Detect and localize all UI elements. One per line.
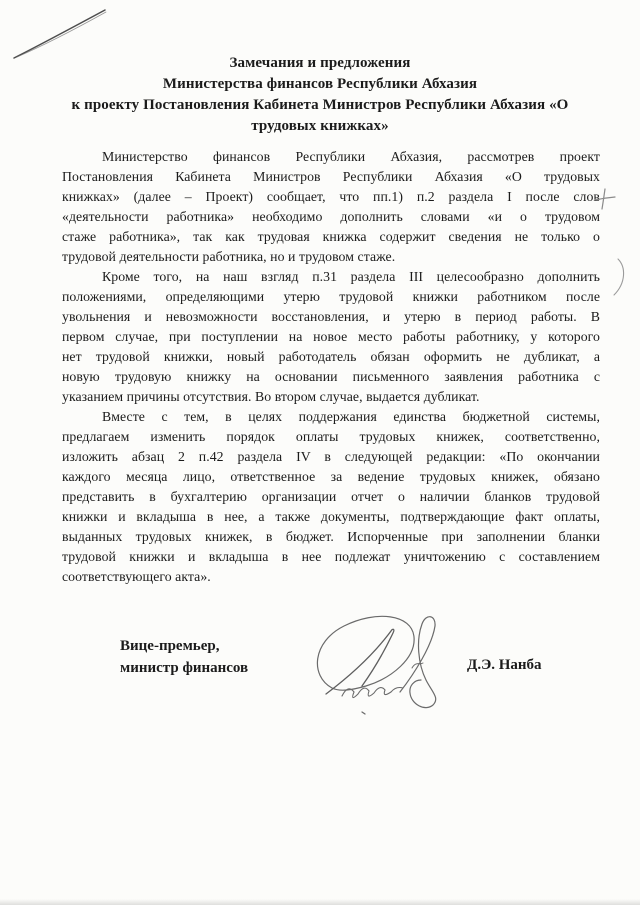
paragraph-line: изложить абзац 2 п.42 раздела IV в следующей редакции: «По окончании [62, 449, 600, 464]
title-line: Министерства финансов Республики Абхазия [162, 76, 478, 92]
paragraph-line: трудовой книжки и вкладыша в нее подлежат уничтожению с составлением [62, 549, 600, 564]
paragraph-line: Министерство финансов Республики Абхазия, рассмотрев проект [102, 149, 600, 164]
paragraph-line: указанием причины отсутствия. Во втором случае, выдается дубликат. [62, 389, 480, 404]
paragraph-line: предлагаем изменить порядок оплаты трудовых книжек, соответственно, [62, 429, 600, 444]
document-title [40, 53, 600, 137]
paragraph-line: стаже работника», так как трудовая книжка содержит сведения не только о [62, 229, 600, 244]
curved-pen-mark-icon [608, 256, 632, 298]
paragraph-line: представить в бухгалтерию организации отчет о наличии бланков трудовой [62, 489, 600, 504]
paragraph [62, 267, 600, 407]
paragraph-line: нет трудовой книжки, новый работодатель обязан оформить не дубликат, а [62, 349, 600, 364]
paragraph [62, 407, 600, 587]
paragraph-line: первом случае, при поступлении на новое место работы работнику, у которого [62, 329, 600, 344]
signer-position [120, 635, 248, 679]
paragraph-line: увольнения и невозможности восстановления, и утерю в период работы. В [62, 309, 600, 324]
paragraph-line: «деятельности работника» необходимо дополнить словами «и о трудовом [62, 209, 600, 224]
signer-name: Д.Э. Нанба [467, 657, 542, 673]
plus-pen-mark-icon [592, 186, 618, 212]
paragraph-line: Вместе с тем, в целях поддержания единства бюджетной системы, [102, 409, 600, 424]
paragraph-line: положениями, определяющими утерю трудовой книжки работником после [62, 289, 600, 304]
signer-position-line: министр финансов [120, 660, 249, 676]
title-line: к проекту Постановления Кабинета Министров Республики Абхазия «О [71, 97, 569, 113]
document-body [62, 147, 600, 587]
paragraph-line: выданных трудовых книжек, в бюджет. Испорченные при заполнении бланки [62, 529, 600, 544]
handwritten-signature-icon [292, 604, 467, 722]
title-line: трудовых книжках» [251, 118, 389, 134]
paragraph [62, 147, 600, 267]
signer-position-line: Вице-премьер, [120, 638, 220, 654]
paragraph-line: книжках» (далее – Проект) сообщает, что пп.1) п.2 раздела I после слов [62, 189, 600, 204]
signature-block [0, 630, 640, 740]
paragraph-line: соответствующего акта». [62, 569, 211, 584]
paragraph-line: книжки и вкладыша в нее, а также документы, подтверждающие факт оплаты, [62, 509, 600, 524]
paragraph-line: новую трудовую книжку на основании письменного заявления работника с [62, 369, 600, 384]
paragraph-line: трудовой деятельности работника, но и трудовом стаже. [62, 249, 396, 264]
title-line: Замечания и предложения [229, 55, 411, 71]
paragraph-line: Постановления Кабинета Министров Республики Абхазия «О трудовых [62, 169, 600, 184]
paragraph-line: Кроме того, на наш взгляд п.31 раздела III целесообразно дополнить [102, 269, 600, 284]
paragraph-line: каждого месяца лицо, ответственное за ведение трудовых книжек, обязано [62, 469, 600, 484]
